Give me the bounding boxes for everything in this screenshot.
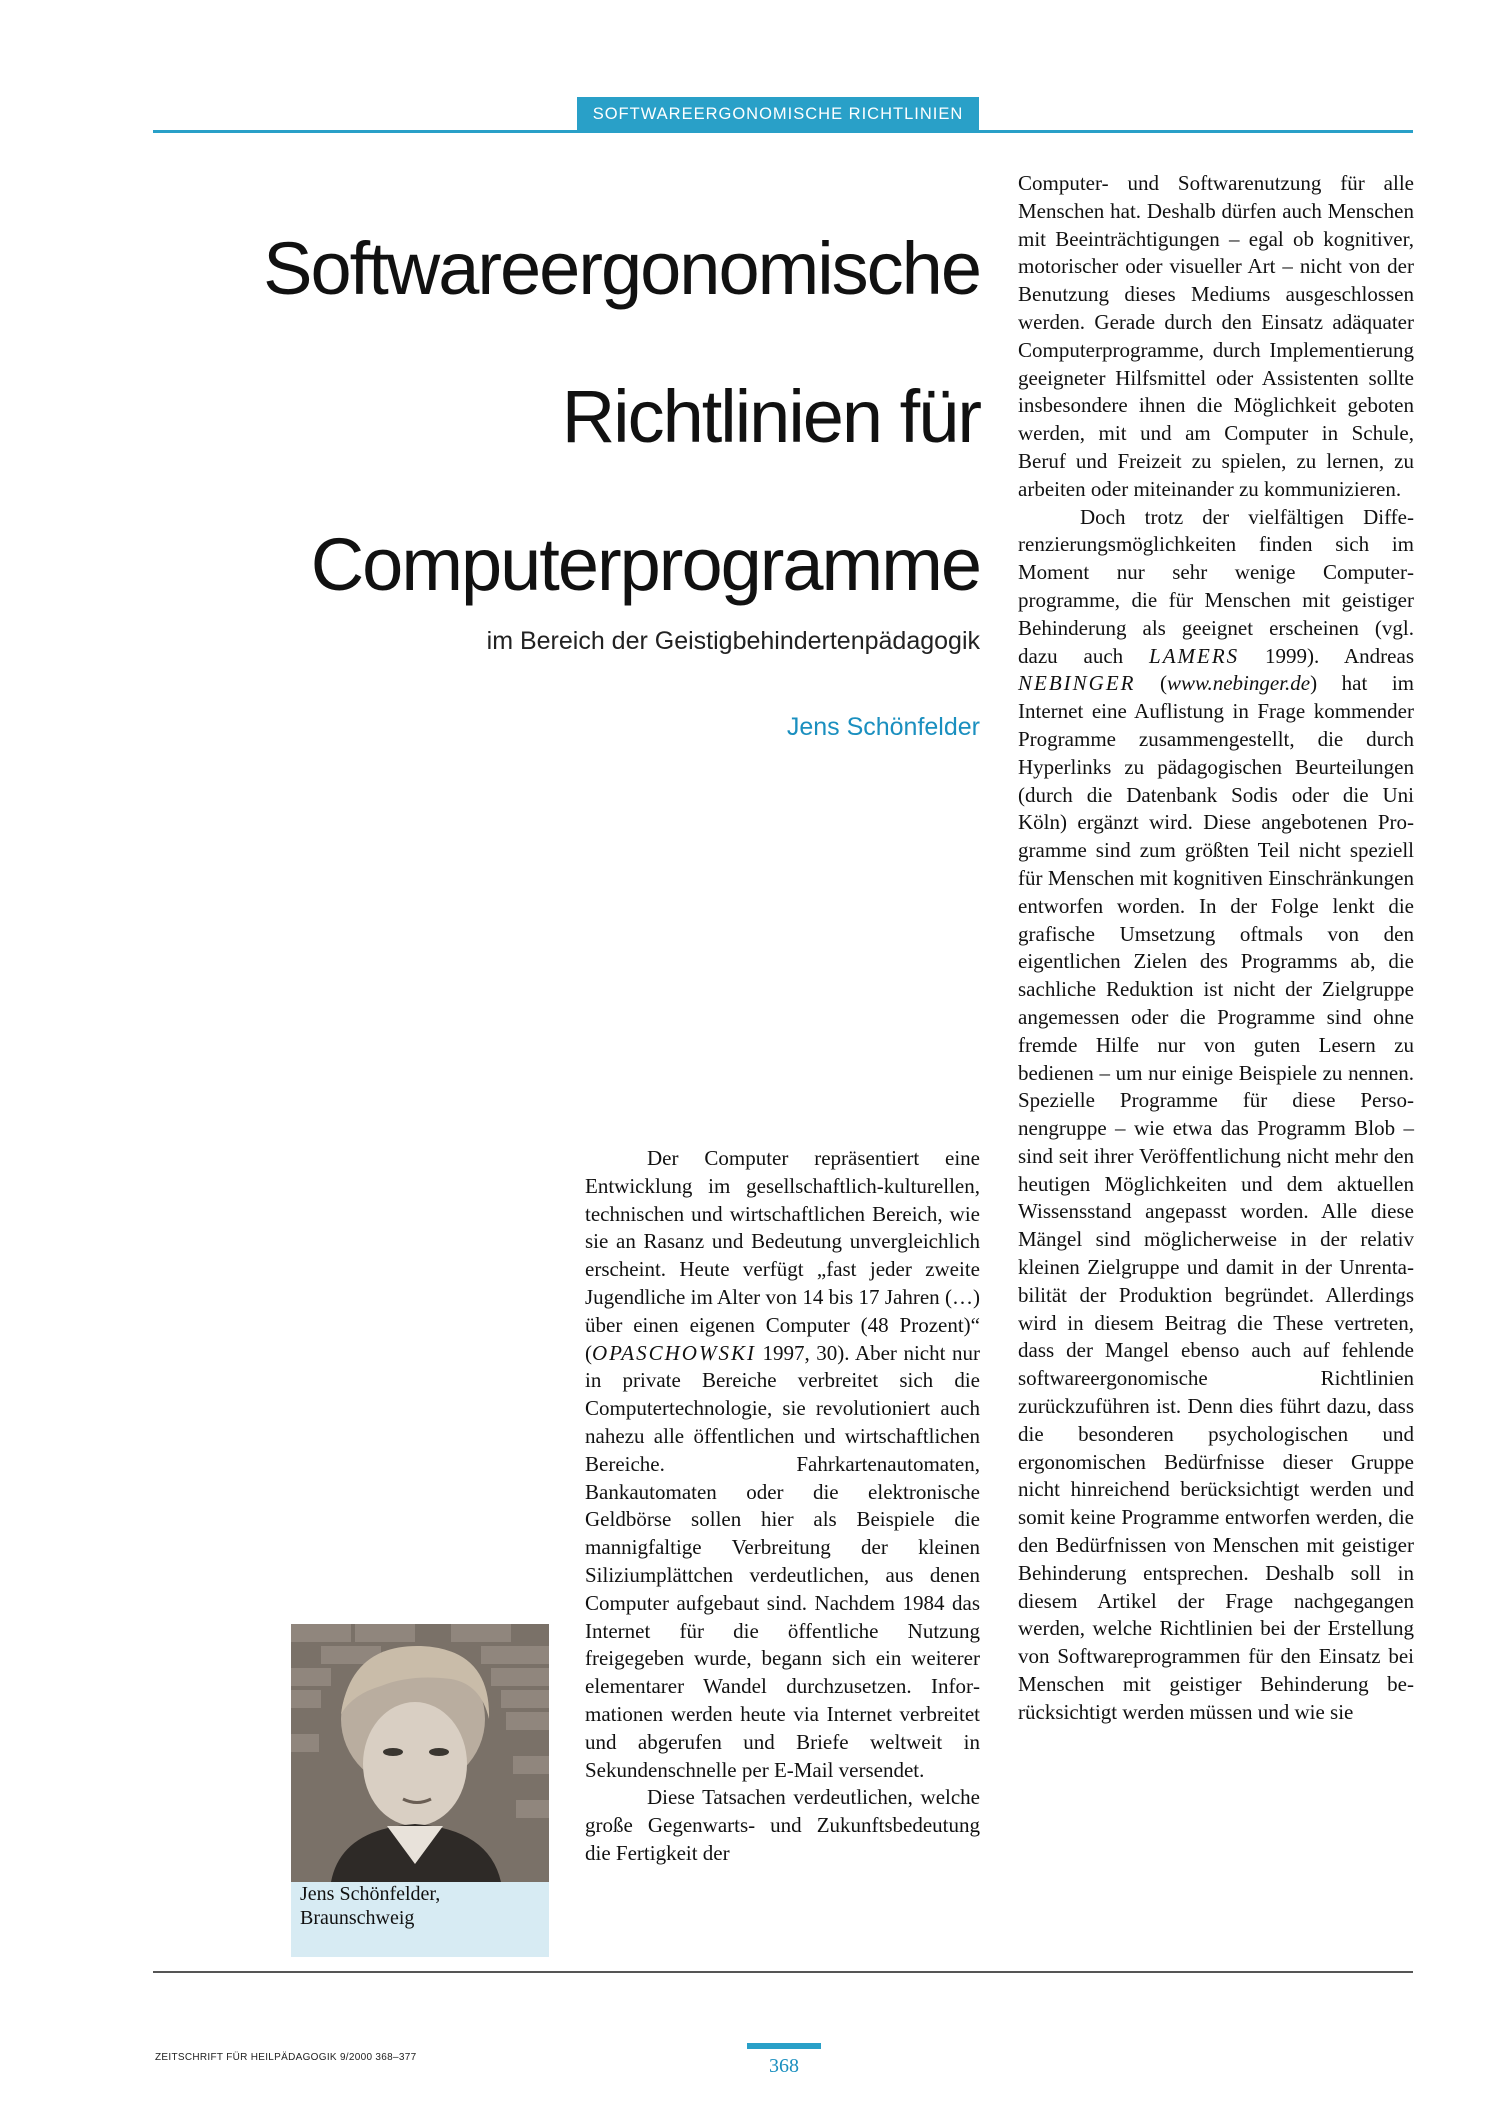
caption-line-2: Braunschweig <box>300 1907 415 1929</box>
author-portrait-image <box>291 1624 549 1882</box>
body-column-right <box>1018 170 1414 1727</box>
title-line-1: Softwareergonomische <box>263 227 980 310</box>
author-photo <box>291 1624 549 1882</box>
citation-lamers: LAMERS <box>1149 643 1240 668</box>
header-rule <box>153 130 1413 133</box>
title-line-3: Computerprogramme <box>310 523 980 606</box>
article-author: Jens Schönfelder <box>786 713 980 741</box>
photo-caption <box>300 1882 550 1930</box>
url-nebinger: www.nebinger.de <box>1167 671 1311 696</box>
paragraph-2-start: Diese Tatsachen verdeutlichen, welche große Gegenwarts- und Zukunftsbedeutung die Fertigkeit der <box>585 1785 980 1865</box>
footer-rule <box>153 1971 1413 1973</box>
citation-opaschowski: OPASCHOWSKI <box>592 1340 756 1365</box>
citation-nebinger: NEBINGER <box>1018 671 1136 696</box>
paragraph-3: Doch trotz der vielfältigen Differenzierungsmöglichkeiten finden sich im Moment nur sehr wenige Computerprogramme, die für Menschen mit geistiger Behinderung als geeignet erscheinen (vgl. dazu auch LAMERS 1999). Andreas NEBINGER (www.nebinger.de) hat im Internet eine Auflistung in Frage kommender Programme zusammengestellt, die durch Hyperlinks zu pädagogischen Beurteilungen (durch die Datenbank Sodis oder die Uni Köln) ergänzt wird. Diese angebotenen Programme sind zum größten Teil nicht speziell für Menschen mit kognitiven Einschränkungen entworfen worden. In der Folge lenkt die grafische Umsetzung oftmals von den eigentlichen Zielen des Programms ab, die sachliche Reduktion ist nicht der Zielgruppe angemessen oder die Programme sind ohne fremde Hilfe nur von guten Lesern zu bedienen – um nur einige Beispiele zu nennen. Spezielle Programme für diese Personengruppe – wie etwa das Programm Blob – sind seit ihrer Veröffentlichung nicht mehr den heutigen Möglichkeiten und dem aktuellen Wissensstand angepasst worden. Alle diese Mängel sind möglicherweise in der relativ kleinen Zielgruppe und damit in der Unrentabilität der Produktion begründet. Allerdings wird in diesem Beitrag die These vertreten, dass der Mangel ebenso auch auf fehlende softwareergonomische Richtlinien zurückzuführen ist. Denn dies führt dazu, dass die besonderen psychologischen und ergonomischen Bedürfnisse dieser Gruppe nicht hinreichend berücksichtigt werden und somit keine Programme entworfen werden, die den Bedürfnissen von Menschen mit geistiger Behinderung entsprechen. Deshalb soll in diesem Artikel der Frage nachgegangen werden, welche Richtlinien bei der Erstellung von Softwareprogrammen für den Einsatz bei Menschen mit geistiger Behinderung berücksichtigt werden müssen und wie sie <box>1018 504 1414 1724</box>
journal-reference: ZEITSCHRIFT FÜR HEILPÄDAGOGIK 9/2000 368–377 <box>155 2052 417 2063</box>
article-title <box>80 195 980 639</box>
page-number: 368 <box>769 2055 799 2077</box>
title-line-2: Richtlinien für <box>561 375 980 458</box>
paragraph-2-cont: Computer- und Softwarenutzung für alle Menschen hat. Deshalb dürfen auch Menschen mit Beeinträchtigungen – egal ob kognitiver, motorischer oder visueller Art – nicht von der Benutzung dieses Mediums ausgeschlossen werden. Gerade durch den Einsatz adäquater Computerprogramme, durch Implementierung geeigneter Hilfsmittel oder Assistenten sollte insbesondere ihnen die Möglichkeit geboten werden, mit und am Computer in Schule, Beruf und Freizeit zu spielen, zu lernen, zu arbeiten oder miteinander zu kommunizieren. <box>1018 171 1414 501</box>
article-subtitle: im Bereich der Geistigbehindertenpädagogik <box>486 627 980 655</box>
page-number-bar <box>747 2043 821 2049</box>
section-header: SOFTWAREERGONOMISCHE RICHTLINIEN <box>577 97 979 131</box>
body-column-middle <box>585 1145 980 1868</box>
paragraph-1: Der Computer repräsentiert eine Entwicklung im gesellschaftlich-kulturellen, technischen und wirtschaftlichen Bereich, wie sie an Rasanz und Bedeutung unvergleichlich erscheint. Heute verfügt „fast jeder zweite Jugendliche im Alter von 14 bis 17 Jahren (…) über einen eigenen Computer (48 Prozent)“ (OPASCHOWSKI 1997, 30). Aber nicht nur in private Bereiche verbreitet sich die Computertechnologie, sie revolutioniert auch nahezu alle öffentlichen und wirtschaftlichen Bereiche. Fahrkartenautomaten, Bankautomaten oder die elektronische Geldbörse sollen hier als Beispiele die mannigfaltige Verbreitung der kleinen Siliziumplättchen verdeutlichen, aus denen Computer aufgebaut sind. Nachdem 1984 das Internet für die öffentliche Nutzung freigegeben wurde, begann sich ein weiterer elementarer Wandel durchzusetzen. Informationen werden heute via Internet verbreitet und abgerufen und Briefe weltweit in Sekundenschnelle per E-Mail versendet. <box>585 1146 980 1782</box>
caption-line-1: Jens Schönfelder, <box>300 1883 441 1905</box>
